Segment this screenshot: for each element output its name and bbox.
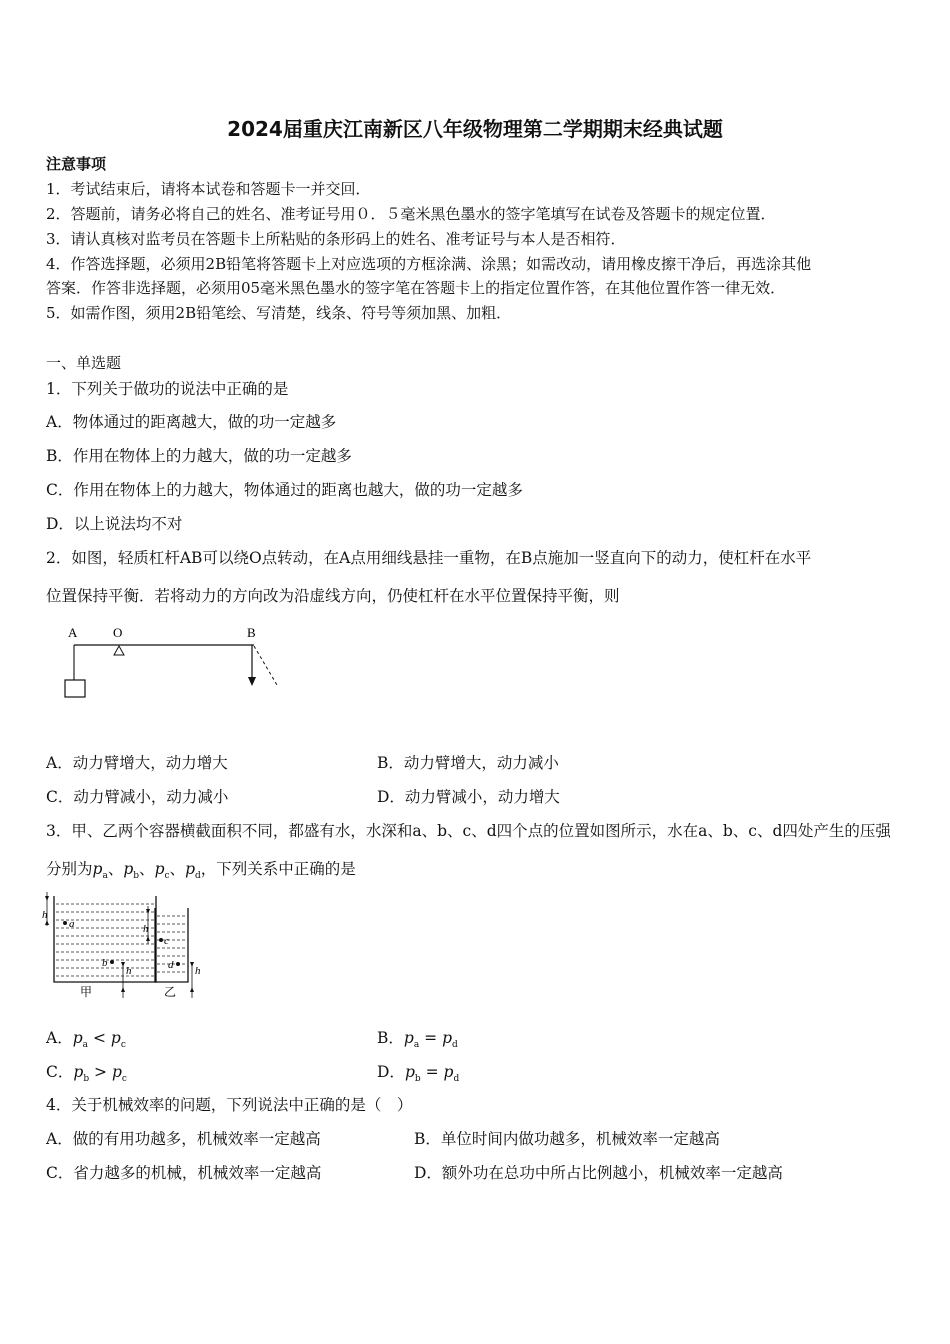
q3-stem-suffix: ，下列关系中正确的是 (200, 860, 356, 878)
svg-text:h: h (126, 965, 132, 977)
svg-text:h: h (143, 923, 149, 935)
q3-option-c: C．$p_b > p_c$ (46, 1063, 127, 1085)
notice-item: 2．答题前，请务必将自己的姓名、准考证号用０．５毫米黑色墨水的签字笔填写在试卷及答题卡的规定位置． (46, 205, 776, 223)
section-heading: 一、单选题 (46, 354, 122, 372)
q3-option-a: A．$p_a < p_c$ (46, 1029, 126, 1051)
q3-option-d: D．$p_b = p_d$ (377, 1063, 460, 1085)
point-d (176, 962, 180, 966)
point-a (63, 921, 67, 925)
q1-option-d: D．以上说法均不对 (46, 515, 183, 533)
point-b (110, 960, 114, 964)
q2-stem-line1: 2．如图，轻质杠杆AB可以绕O点转动，在A点用细线悬挂一重物，在B点施加一竖直向下的动力，使杠杆在水平 (46, 549, 812, 567)
q1-option-b: B．作用在物体上的力越大，做的功一定越多 (46, 447, 352, 465)
svg-text:d: d (168, 959, 174, 971)
q2-option-c: C．动力臂减小，动力减小 (46, 788, 229, 806)
q3-stem-prefix: 分别为 (46, 860, 93, 878)
notice-item: 4．作答选择题，必须用2B铅笔将答题卡上对应选项的方框涂满、涂黑；如需改动，请用橡皮擦干净后，再选涂其他 (46, 255, 812, 273)
svg-text:a: a (69, 918, 75, 930)
svg-text:b: b (102, 957, 108, 969)
q4-option-d: D．额外功在总功中所占比例越小，机械效率一定越高 (414, 1164, 783, 1182)
weight-block (65, 680, 85, 697)
q4-option-c: C．省力越多的机械，机械效率一定越高 (46, 1164, 322, 1182)
lever-label-b: B (247, 625, 256, 640)
container-diagram (40, 888, 210, 1000)
q4-option-b: B．单位时间内做功越多，机械效率一定越高 (414, 1130, 720, 1148)
q2-option-a: A．动力臂增大，动力增大 (46, 754, 228, 772)
notice-item: 3．请认真核对监考员在答题卡上所粘贴的条形码上的姓名、准考证号与本人是否相符． (46, 230, 626, 248)
q1-stem: 1．下列关于做功的说法中正确的是 (46, 380, 289, 398)
q3-stem-line1: 3．甲、乙两个容器横截面积不同，都盛有水，水深和a、b、c、d四个点的位置如图所示，水在a、b、c、d四处产生的压强 (46, 822, 891, 840)
q3-stem-line2: 分别为$p_a$、$p_b$、$p_c$、$p_d$，下列关系中正确的是 (46, 860, 356, 882)
lever-diagram (60, 622, 290, 704)
lever-label-o: O (113, 625, 123, 640)
svg-text:h: h (195, 965, 201, 977)
point-c (159, 938, 163, 942)
page-title: 2024届重庆江南新区八年级物理第二学期期末经典试题 (227, 117, 723, 141)
container-jia (54, 896, 156, 982)
q4-stem: 4．关于机械效率的问题，下列说法中正确的是（ ） (46, 1096, 413, 1114)
label-jia: 甲 (80, 985, 93, 999)
pivot-triangle (114, 646, 124, 655)
q2-option-b: B．动力臂增大，动力减小 (377, 754, 559, 772)
q1-option-c: C．作用在物体上的力越大，物体通过的距离也越大，做的功一定越多 (46, 481, 523, 499)
lever-label-a: A (68, 625, 78, 640)
svg-text:c: c (164, 935, 169, 947)
q3-option-b: B．$p_a = p_d$ (377, 1029, 458, 1051)
notice-item: 1．考试结束后，请将本试卷和答题卡一并交回． (46, 180, 371, 198)
notice-item: 5．如需作图，须用2B铅笔绘、写清楚，线条、符号等须加黑、加粗． (46, 304, 512, 322)
notice-item: 答案．作答非选择题，必须用05毫米黑色墨水的签字笔在答题卡上的指定位置作答，在其他位置作答一律无效． (46, 279, 786, 297)
notice-heading: 注意事项 (46, 155, 107, 173)
svg-text:h: h (42, 909, 48, 921)
q4-option-a: A．做的有用功越多，机械效率一定越高 (46, 1130, 321, 1148)
force-arrowhead (248, 677, 256, 686)
q2-stem-line2: 位置保持平衡．若将动力的方向改为沿虚线方向，仍使杠杆在水平位置保持平衡，则 (46, 587, 620, 605)
label-yi: 乙 (164, 985, 177, 999)
q2-option-d: D．动力臂减小，动力增大 (377, 788, 560, 806)
q1-option-a: A．物体通过的距离越大，做的功一定越多 (46, 413, 337, 431)
dashed-direction-line (254, 646, 277, 685)
